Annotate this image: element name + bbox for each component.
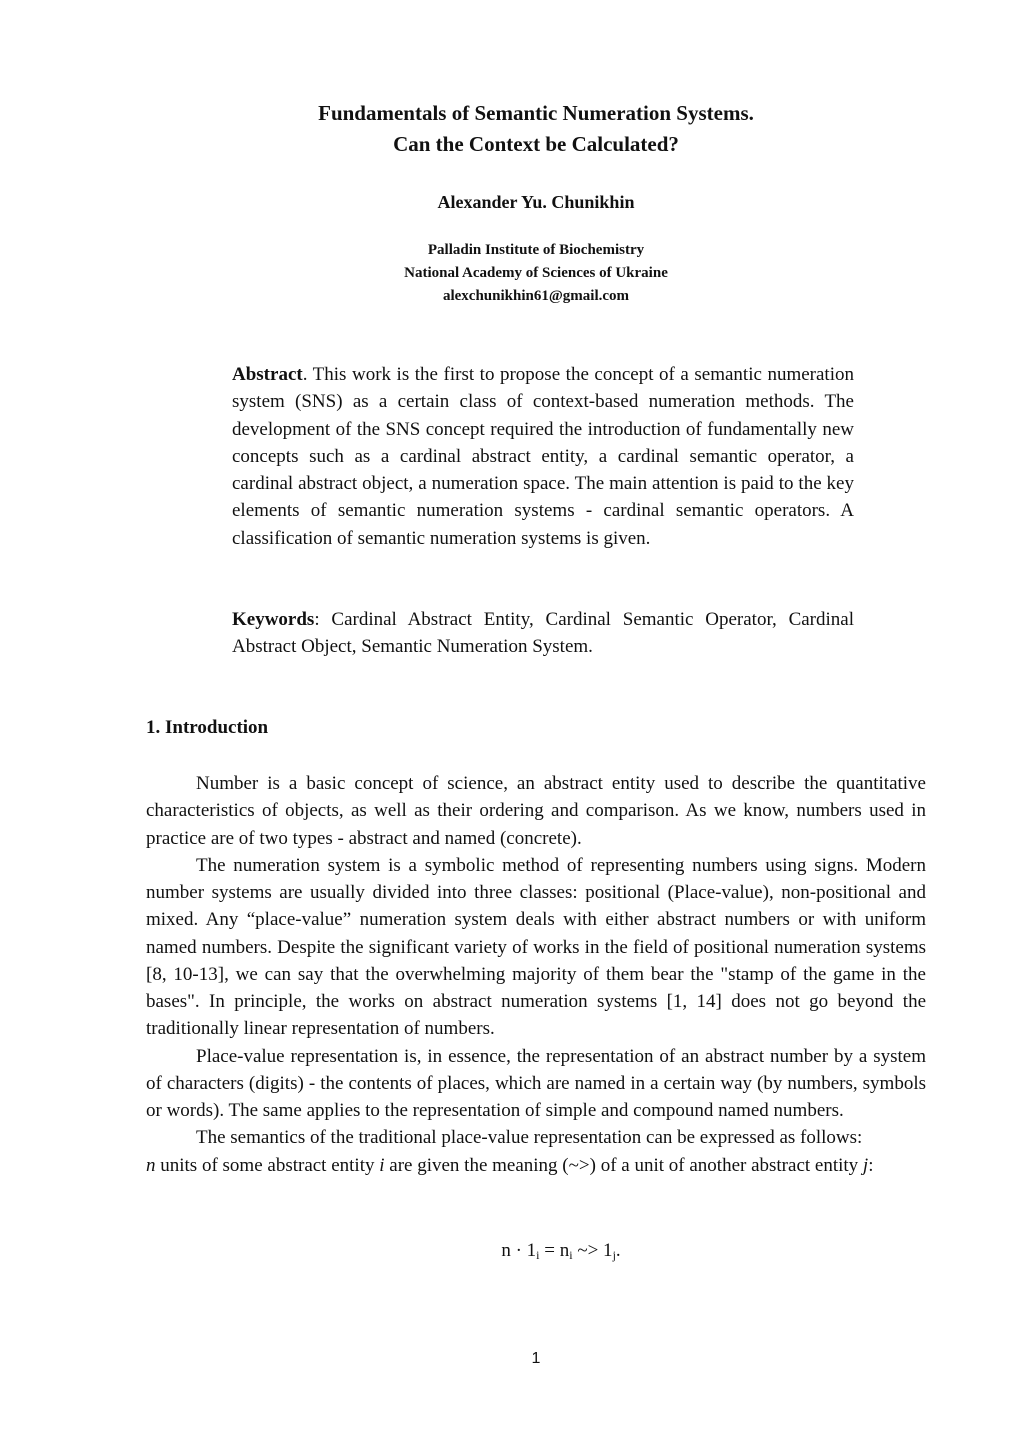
paragraph <box>146 1152 926 1179</box>
formula-sub: i <box>536 1248 540 1262</box>
var-j: j <box>862 1154 869 1176</box>
colon: : <box>868 1154 874 1176</box>
keywords <box>232 606 854 661</box>
formula-end: . <box>615 1240 621 1261</box>
keywords-label: Keywords <box>232 609 315 630</box>
formula <box>0 1238 1024 1264</box>
paragraph-text: units of some abstract entity <box>155 1154 380 1176</box>
title-line-2: Can the Context be Calculated? <box>393 132 679 156</box>
formula-sub: i <box>569 1248 573 1262</box>
paragraph: The semantics of the traditional place-value representation can be expressed as follows: <box>196 1127 863 1149</box>
affiliation-institute: Palladin Institute of Biochemistry <box>427 242 645 258</box>
author-email: alexchunikhin61@gmail.com <box>442 288 630 304</box>
formula-sub: j <box>612 1248 616 1262</box>
abstract-text: . This work is the first to propose the concept of a semantic numeration system (SNS) as a certain class of context-based numeration methods. The development of the SNS concept required the introduction of fundamentally new concepts such as a cardinal abstract entity, a cardinal semantic operator, a cardinal abstract object, a numeration space. The main attention is paid to the key elements of semantic numeration systems - cardinal semantic operators. A classification of semantic numeration systems is given. <box>232 364 854 549</box>
formula-arrow: ~> 1 <box>572 1240 613 1261</box>
paragraph-text: are given the meaning (~>) of a unit of another abstract entity <box>384 1154 863 1176</box>
section-heading: 1. Introduction <box>146 717 269 738</box>
paragraph: The numeration system is a symbolic method of representing numbers using signs. Modern number systems are usually divided into three classes: positional (Place-value), non-positional and mixed. Any “place-value” numeration system deals with either abstract numbers or with uniform named numbers. Despite the significant variety of works in the field of positional numeration systems [8, 10-13], we can say that the overwhelming majority of them bear the "stamp of the game in the bases". In principle, the works on abstract numeration systems [1, 14] does not go beyond the traditionally linear representation of numbers. <box>146 854 926 1040</box>
formula-mid: = n <box>539 1240 570 1261</box>
affiliation <box>0 239 1024 308</box>
keywords-text: : Cardinal Abstract Entity, Cardinal Semantic Operator, Cardinal Abstract Object, Semantic Numeration System. <box>232 609 854 658</box>
affiliation-academy: National Academy of Sciences of Ukraine <box>404 265 668 281</box>
paragraph: Place-value representation is, in essence, the representation of an abstract number by a system of characters (digits) - the contents of places, which are named in a certain way (by numbers, symbols or words). The same applies to the representation of simple and compound named numbers. <box>146 1045 926 1121</box>
formula-lhs: n · 1 <box>501 1240 537 1261</box>
author-name: Alexander Yu. Chunikhin <box>437 192 635 212</box>
title-line-1: Fundamentals of Semantic Numeration Systems. <box>318 101 754 125</box>
abstract-label: Abstract <box>232 364 303 385</box>
section-body <box>146 770 926 1179</box>
paper-title <box>0 98 1024 160</box>
var-i: i <box>379 1154 385 1176</box>
paragraph: Number is a basic concept of science, an abstract entity used to describe the quantitative characteristics of objects, as well as their ordering and comparison. As we know, numbers used in practice are of two types - abstract and named (concrete). <box>146 773 926 849</box>
page-number: 1 <box>531 1350 541 1367</box>
var-n: n <box>146 1154 156 1176</box>
abstract <box>232 361 854 552</box>
